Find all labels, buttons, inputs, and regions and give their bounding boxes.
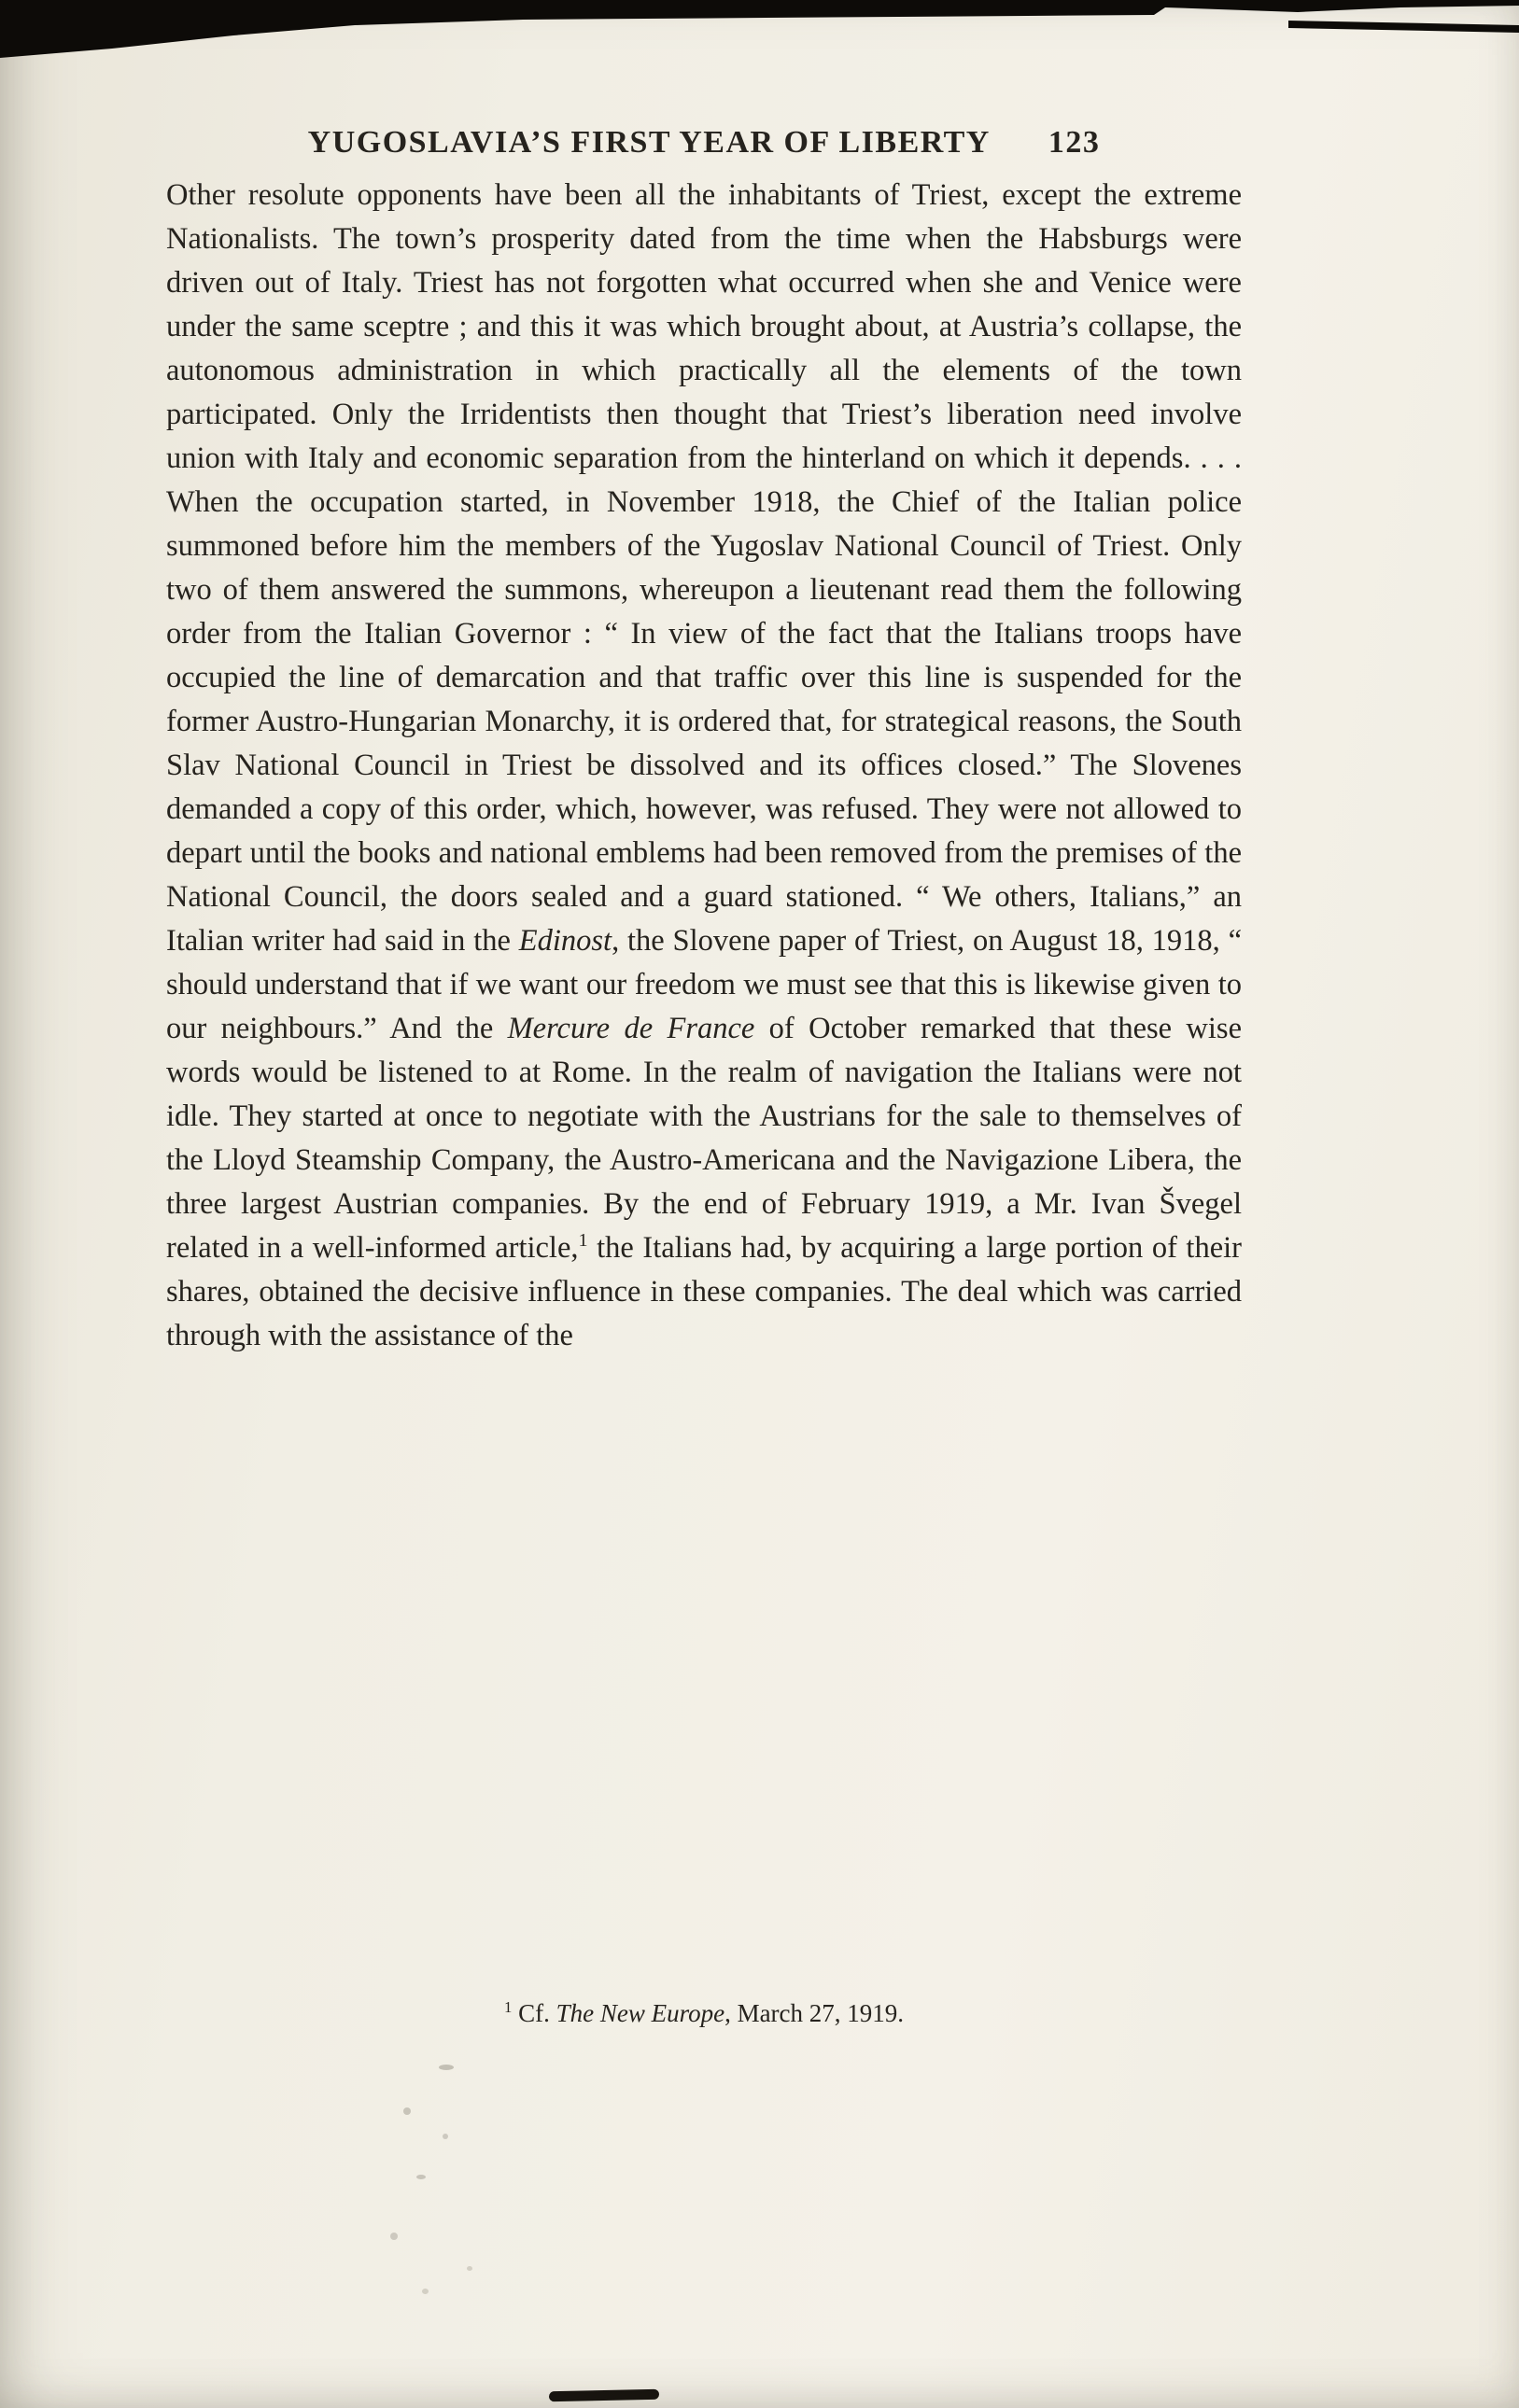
footnote-text — [504, 1999, 904, 2027]
body-paragraph — [166, 174, 1242, 1358]
text-segment: of October remarked that these wise words would be listened to at Rome. In the realm of navigation the Italians were not idle. They started at once to negotiate with the Austrians for the sale to themselves of the Lloyd Steamship Company, the Austro-Americana and the Navigazione Libera, the three largest Austrian companies. By the end of February 1919, a Mr. Ivan Švegel related in a well-informed article, — [166, 1012, 1242, 1265]
pencil-smudge-mark — [416, 2175, 426, 2179]
pencil-smudge-mark — [439, 2065, 454, 2070]
text-segment: , March 27, 1919. — [724, 1999, 905, 2027]
scan-artifact-top — [0, 0, 1519, 65]
pencil-smudge-mark — [467, 2266, 472, 2271]
text-segment: 1 — [578, 1230, 588, 1252]
text-segment: Mercure de France — [507, 1012, 755, 1045]
text-segment: Edinost — [518, 924, 612, 958]
pencil-smudge-mark — [390, 2233, 398, 2240]
pencil-smudge-mark — [443, 2134, 448, 2139]
text-segment: Cf. — [512, 1999, 556, 2027]
page-number: 123 — [1048, 125, 1101, 160]
text-segment: the Italians had, by acquiring a large portion of their shares, obtained the decisive influence in these companies. The deal which was carried through with the assistance of the — [166, 1231, 1242, 1352]
text-segment: 1 — [503, 1998, 513, 2016]
pencil-smudge-mark — [422, 2289, 429, 2294]
page-title: YUGOSLAVIA’S FIRST YEAR OF LIBERTY — [307, 125, 991, 160]
footnote — [166, 1999, 1242, 2028]
scan-artifact-bottom — [549, 2389, 659, 2401]
pencil-smudge-mark — [403, 2107, 411, 2115]
text-segment: , the Slovene paper of Triest, on August 18, 1918, “ should understand that if we want our freedom we must see that this is likewise given to our neighbours.” And the — [166, 924, 1242, 1045]
text-segment: Other resolute opponents have been all the inhabitants of Triest, except the extreme Nationalists. The town’s prosperity dated from the time when the Habsburgs were driven out of Italy. Triest has not forgotten what occurred when she and Venice were under the same sceptre ; and this it was which brought about, at Austria’s collapse, the autonomous administration in which practically all the elements of the town participated. Only the Irridentists then thought that Triest’s liberation need involve union with Italy and economic separation from the hinterland on which it depends. . . . When the occupation started, in November 1918, the Chief of the Italian police summoned before him the members of the Yugoslav National Council of Triest. Only two of them answered the summons, whereupon a lieutenant read them the following order from the Italian Governor : “ In view of the fact that the Italians troops have occupied the line of demarcation and that traffic over this line is suspended for the former Austro-Hungarian Monarchy, it is ordered that, for strategical reasons, the South Slav National Council in Triest be dissolved and its offices closed.” The Slovenes demanded a copy of this order, which, however, was refused. They were not allowed to depart until the books and national emblems had been removed from the premises of the National Council, the doors sealed and a guard stationed. “ We others, Italians,” an Italian writer had said in the — [166, 178, 1242, 958]
page-header — [166, 125, 1242, 161]
text-segment: The New Europe — [556, 1999, 725, 2027]
